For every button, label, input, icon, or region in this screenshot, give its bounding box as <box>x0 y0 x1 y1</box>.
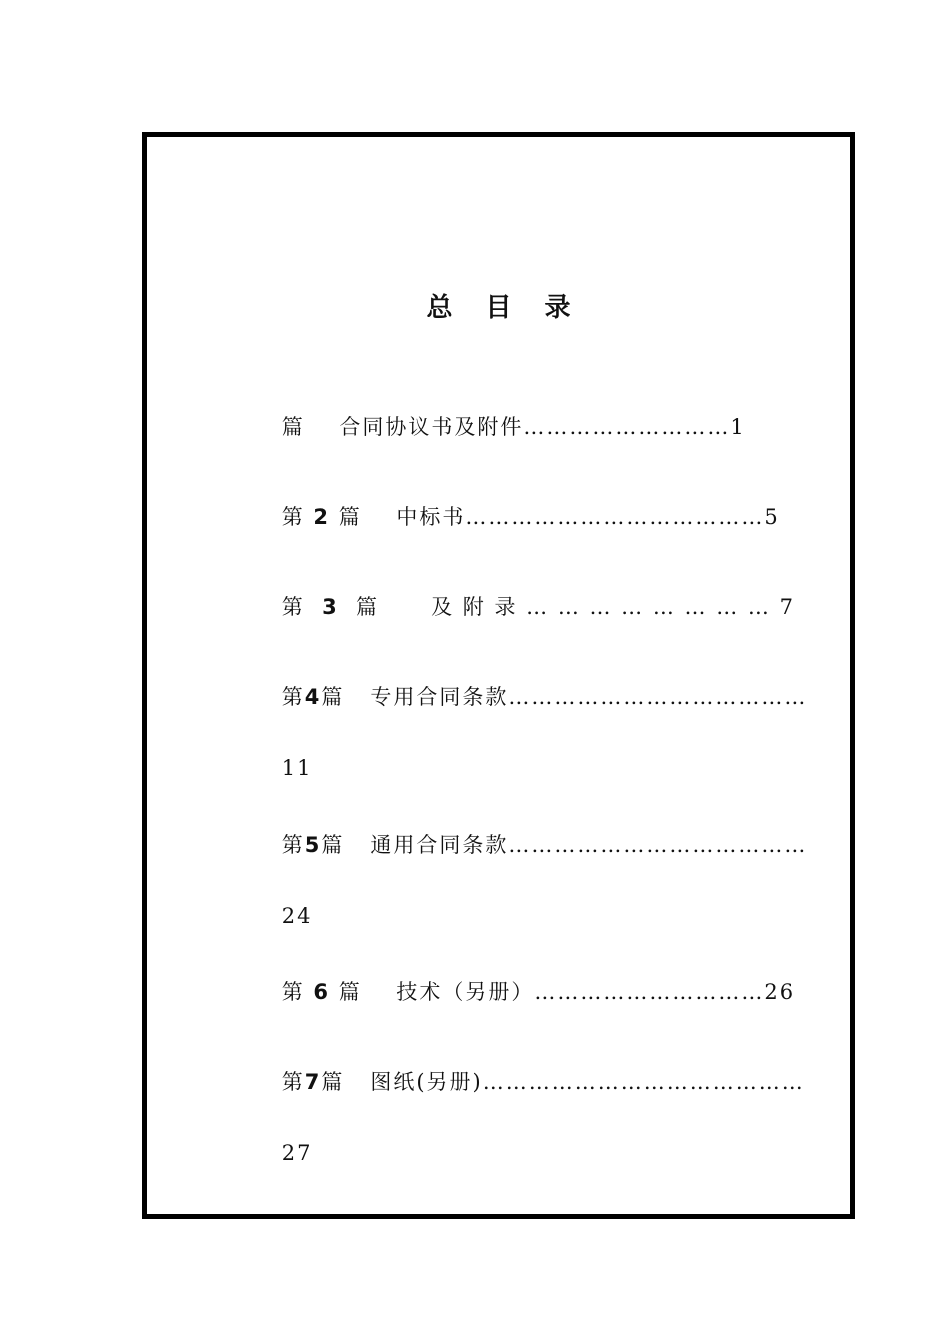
entry-name: 及 附 录 <box>431 595 518 619</box>
entry-number: 6 <box>313 980 331 1004</box>
entry-part: 第 <box>281 980 305 1004</box>
entry-leader: …………………………………… <box>482 1070 805 1094</box>
entry-part: 第 <box>281 833 305 857</box>
entry-name: 通用合同条款 <box>370 833 509 857</box>
entry-suffix: 篇 <box>338 980 362 1004</box>
entry-page-number: 1 <box>730 415 746 439</box>
entry-suffix: 篇 <box>356 595 380 619</box>
entry-leader: ……………………… <box>523 415 731 439</box>
toc-entry-continuation <box>247 732 312 804</box>
entry-page-number: 5 <box>764 505 780 529</box>
entry-number: 7 <box>304 1070 322 1094</box>
entry-suffix: 篇 <box>321 1070 345 1094</box>
entry-page-number: 27 <box>281 1141 313 1165</box>
entry-name: 合同协议书及附件 <box>339 415 524 439</box>
entry-part: 第 <box>281 595 305 619</box>
entry-name: 专用合同条款 <box>370 685 509 709</box>
entry-part: 第 <box>281 685 305 709</box>
entry-page-number: 24 <box>281 904 313 928</box>
entry-leader: … … … … … … … … <box>526 595 771 619</box>
toc-entry[interactable] <box>247 477 780 555</box>
entry-page-number: 11 <box>281 756 313 780</box>
toc-entry-continuation <box>247 1117 312 1189</box>
entry-leader: ………………………………… <box>465 505 765 529</box>
entry-number: 2 <box>313 505 331 529</box>
entry-page-number: 26 <box>764 980 796 1004</box>
entry-leader: ………………………… <box>534 980 765 1004</box>
toc-entry[interactable] <box>247 387 746 465</box>
page-title: 总 目 录 <box>426 293 583 323</box>
toc-entry[interactable] <box>247 805 807 883</box>
toc-entry[interactable] <box>247 952 795 1030</box>
page-border-frame <box>142 132 855 1219</box>
toc-entry-continuation <box>247 880 312 952</box>
toc-entry[interactable] <box>247 657 807 735</box>
entry-name: 技术（另册） <box>396 980 535 1004</box>
entry-page-number: 7 <box>779 595 795 619</box>
entry-suffix: 篇 <box>321 685 345 709</box>
entry-number: 4 <box>304 685 322 709</box>
entry-number: 5 <box>304 833 322 857</box>
entry-part: 篇 <box>281 415 305 439</box>
entry-name: 中标书 <box>396 505 466 529</box>
toc-entry[interactable] <box>247 1042 805 1120</box>
entry-part: 第 <box>281 505 305 529</box>
entry-suffix: 篇 <box>338 505 362 529</box>
entry-part: 第 <box>281 1070 305 1094</box>
toc-entry[interactable] <box>247 567 795 645</box>
entry-name: 图纸(另册) <box>370 1070 483 1094</box>
entry-leader: ………………………………… <box>508 833 808 857</box>
entry-suffix: 篇 <box>321 833 345 857</box>
entry-leader: ………………………………… <box>508 685 808 709</box>
entry-number: 3 <box>322 595 339 619</box>
